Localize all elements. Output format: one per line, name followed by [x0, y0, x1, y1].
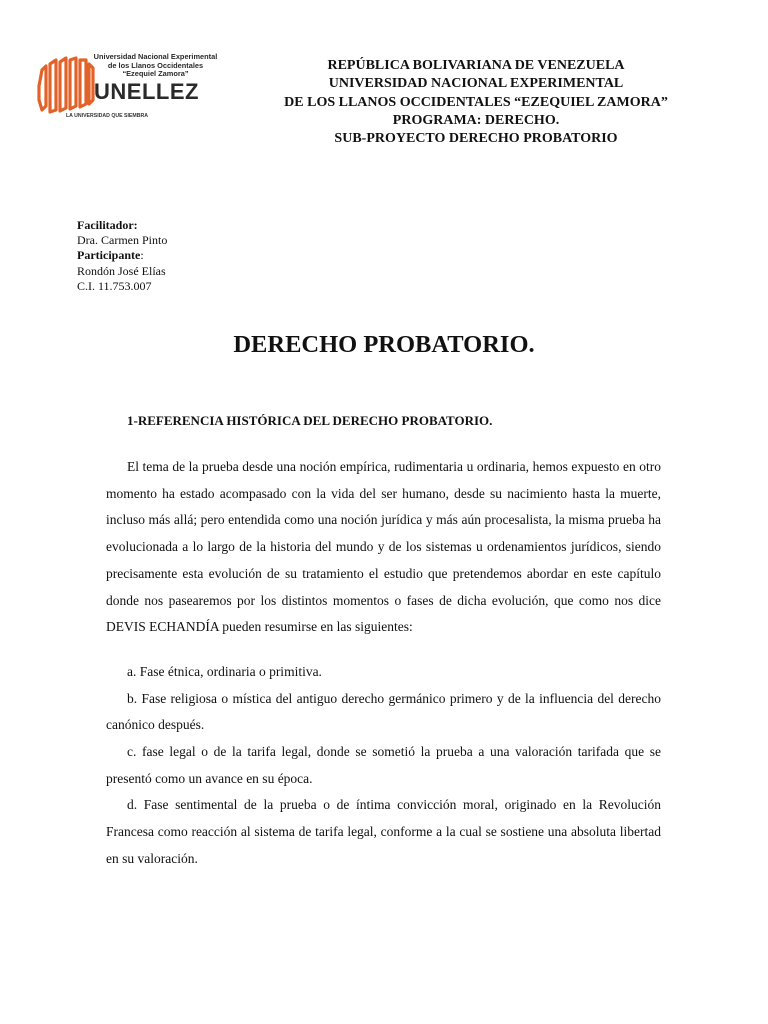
- phase-item: b. Fase religiosa o mística del antiguo derecho germánico primero y de la influencia del derecho canónico después.: [106, 690, 661, 733]
- participant-label: Participante: [77, 248, 141, 263]
- participant-id: C.I. 11.753.007: [77, 278, 152, 293]
- participant-label-line: [77, 248, 167, 263]
- university-acronym: UNELLEZ: [94, 79, 199, 104]
- unellez-logo-mark-icon: [36, 56, 96, 114]
- university-name: [93, 53, 218, 79]
- document-title: DERECHO PROBATORIO.: [233, 331, 535, 358]
- body-paragraph: El tema de la prueba desde una noción empírica, rudimentaria u ordinaria, hemos expuesto en otro momento ha estado acompasado con la vida del ser humano, desde su nacimiento hasta la muerte, incluso más allá; pero entendida como una noción jurídica y más aún procesalista, la misma prueba ha evolucionada a lo largo de la historia del mundo y de los sistemas u ordenamientos jurídicos, siendo precisamente esta evolución de su tratamiento el estudio que pretendemos abordar en este capítulo donde nos pasearemos por los distintos momentos o fases de dicha evolución, que como nos dice DEVIS ECHANDÍA pueden resumirse en las siguientes:: [106, 459, 661, 635]
- university-tagline: LA UNIVERSIDAD QUE SIEMBRA: [66, 113, 148, 119]
- participant-label-colon: :: [140, 248, 144, 263]
- university-name-line: de los Llanos Occidentales: [107, 60, 204, 70]
- facilitator-label: Facilitador:: [77, 218, 138, 232]
- header-line: REPÚBLICA BOLIVARIANA DE VENEZUELA: [327, 58, 625, 73]
- credits-block: [77, 218, 167, 294]
- university-name-line: Universidad Nacional Experimental: [93, 52, 218, 61]
- phase-item: d. Fase sentimental de la prueba o de íntima convicción moral, originado en la Revolución Francesa como reacción al sistema de tarifa legal, conforme a la cual se sostiene una absoluta libertad en su valoración.: [106, 797, 661, 866]
- participant-name: Rondón José Elías: [77, 263, 166, 278]
- header-line: PROGRAMA: DERECHO.: [392, 112, 560, 128]
- phase-item: c. fase legal o de la tarifa legal, donde se sometió la prueba a una valoración tarifada que se presentó como un avance en su época.: [106, 744, 661, 786]
- phase-list: [106, 659, 661, 873]
- phase-item: a. Fase étnica, ordinaria o primitiva.: [127, 663, 322, 679]
- facilitator-name: Dra. Carmen Pinto: [77, 233, 168, 248]
- header-line: UNIVERSIDAD NACIONAL EXPERIMENTAL: [328, 76, 624, 92]
- institution-header: [236, 57, 716, 148]
- header-line: SUB-PROYECTO DERECHO PROBATORIO: [334, 131, 618, 147]
- body-text: [106, 454, 661, 873]
- university-name-line: “Ezequiel Zamora”: [122, 69, 189, 79]
- header-line: DE LOS LLANOS OCCIDENTALES “EZEQUIEL ZAMORA”: [284, 94, 668, 110]
- section-heading: 1-REFERENCIA HISTÓRICA DEL DERECHO PROBATORIO.: [127, 413, 493, 428]
- university-logo: [36, 48, 226, 128]
